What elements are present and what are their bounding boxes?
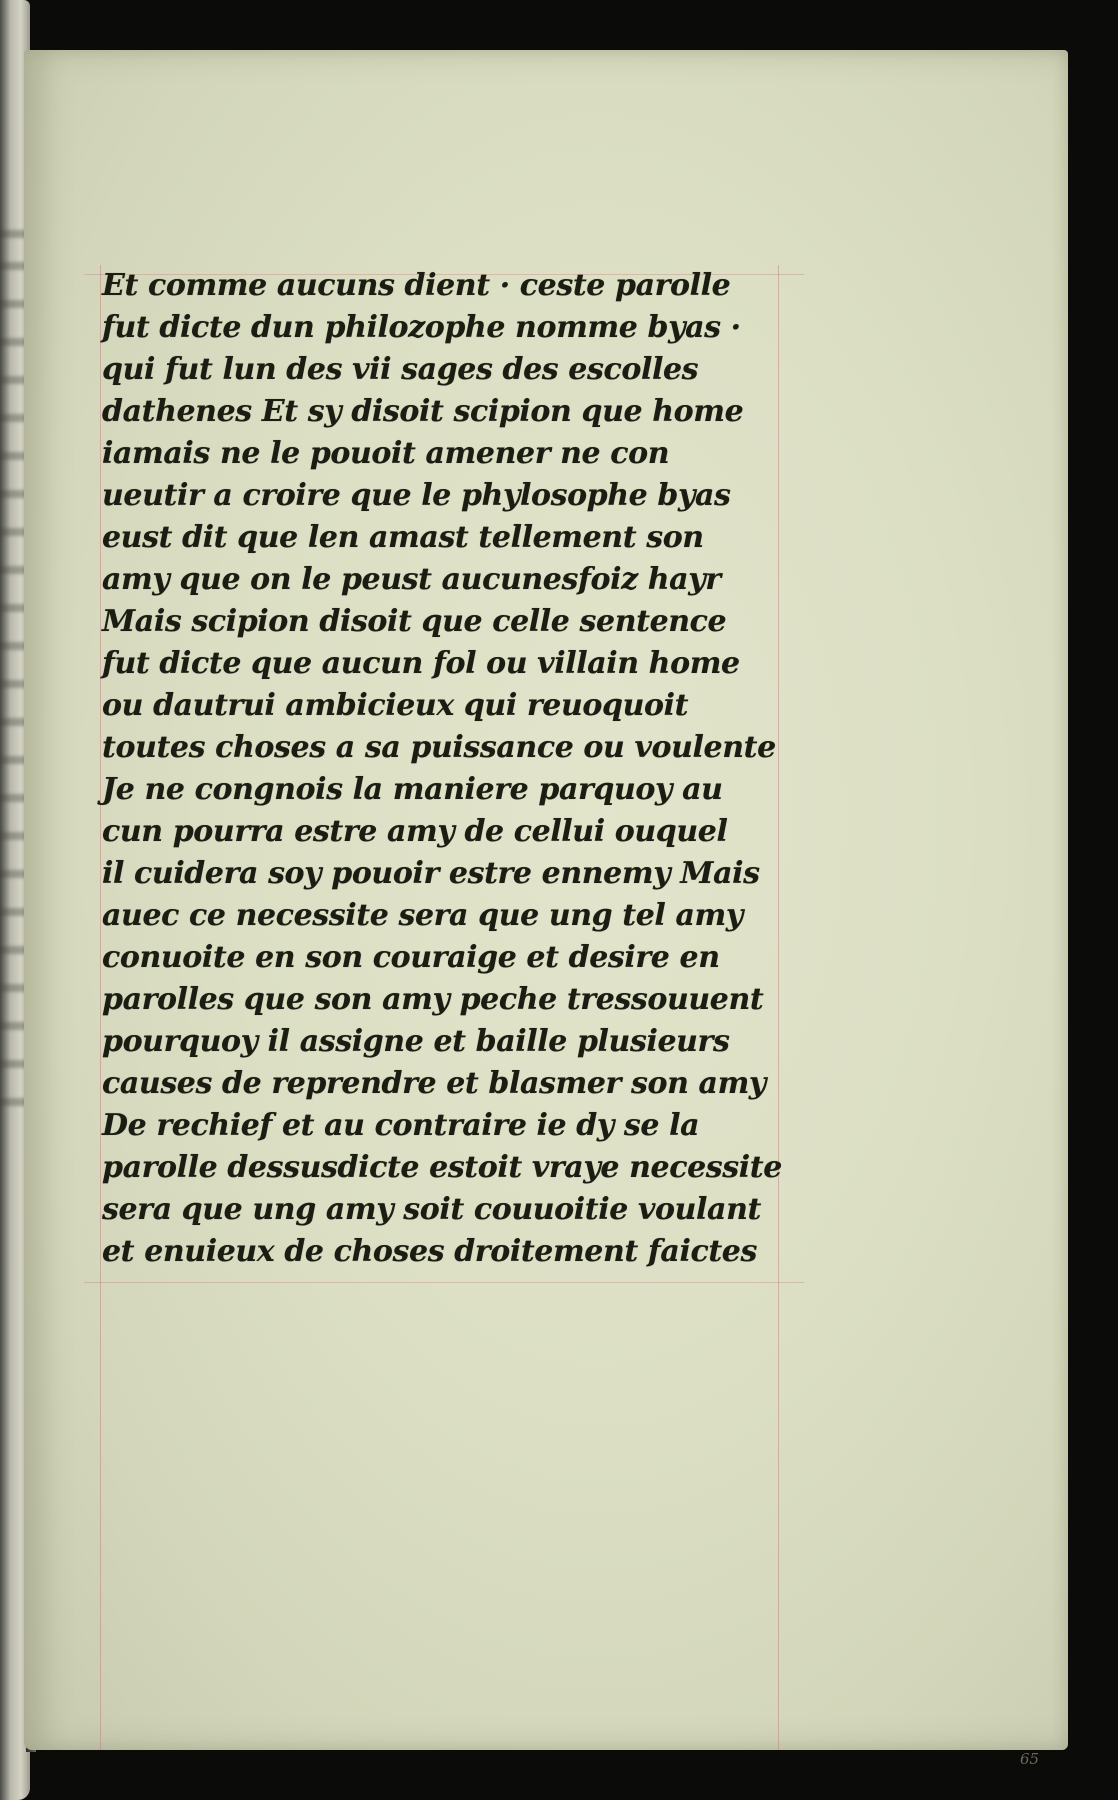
text-line: causes de reprendre et blasmer son amy [102, 1066, 766, 1101]
manuscript-page [24, 50, 1068, 1768]
manuscript-text [102, 265, 862, 1273]
text-line: amy que on le peust aucunesfoiz hayr [102, 562, 721, 597]
text-line: parolle dessusdicte estoit vraye necessite [102, 1150, 782, 1185]
text-line: parolles que son amy peche tressouuent [102, 982, 764, 1017]
folio-number: 65 [1020, 1750, 1040, 1768]
text-line: dathenes Et sy disoit scipion que home [102, 394, 744, 429]
text-line: pourquoy il assigne et baille plusieurs [102, 1024, 730, 1059]
text-line: eust dit que len amast tellement son [102, 520, 704, 555]
bottom-ruling-line [84, 1282, 804, 1283]
text-line: ou dautrui ambicieux qui reuoquoit [102, 688, 689, 723]
text-line: conuoite en son couraige et desire en [102, 940, 720, 975]
left-margin-rule [100, 265, 101, 1750]
text-line: De rechief et au contraire ie dy se la [102, 1108, 700, 1143]
text-line: iamais ne le pouoit amener ne con [102, 436, 670, 471]
text-line: auec ce necessite sera que ung tel amy [102, 898, 743, 933]
text-line: cun pourra estre amy de cellui ouquel [102, 814, 728, 849]
text-line: et enuieux de choses droitement faictes [102, 1234, 757, 1269]
text-line: fut dicte que aucun fol ou villain home [102, 646, 740, 681]
text-line: ueutir a croire que le phylosophe byas [102, 478, 731, 513]
text-line: sera que ung amy soit couuoitie voulant [102, 1192, 761, 1227]
text-line: qui fut lun des vii sages des escolles [102, 352, 699, 387]
text-line: fut dicte dun philozophe nomme byas · [102, 310, 741, 345]
text-line: Mais scipion disoit que celle sentence [102, 604, 727, 639]
text-line: Et comme aucuns dient · ceste parolle [102, 268, 731, 303]
text-line: toutes choses a sa puissance ou voulente [102, 730, 776, 765]
text-line: Je ne congnois la maniere parquoy au [102, 772, 723, 807]
text-line: il cuidera soy pouoir estre ennemy Mais [102, 856, 760, 891]
